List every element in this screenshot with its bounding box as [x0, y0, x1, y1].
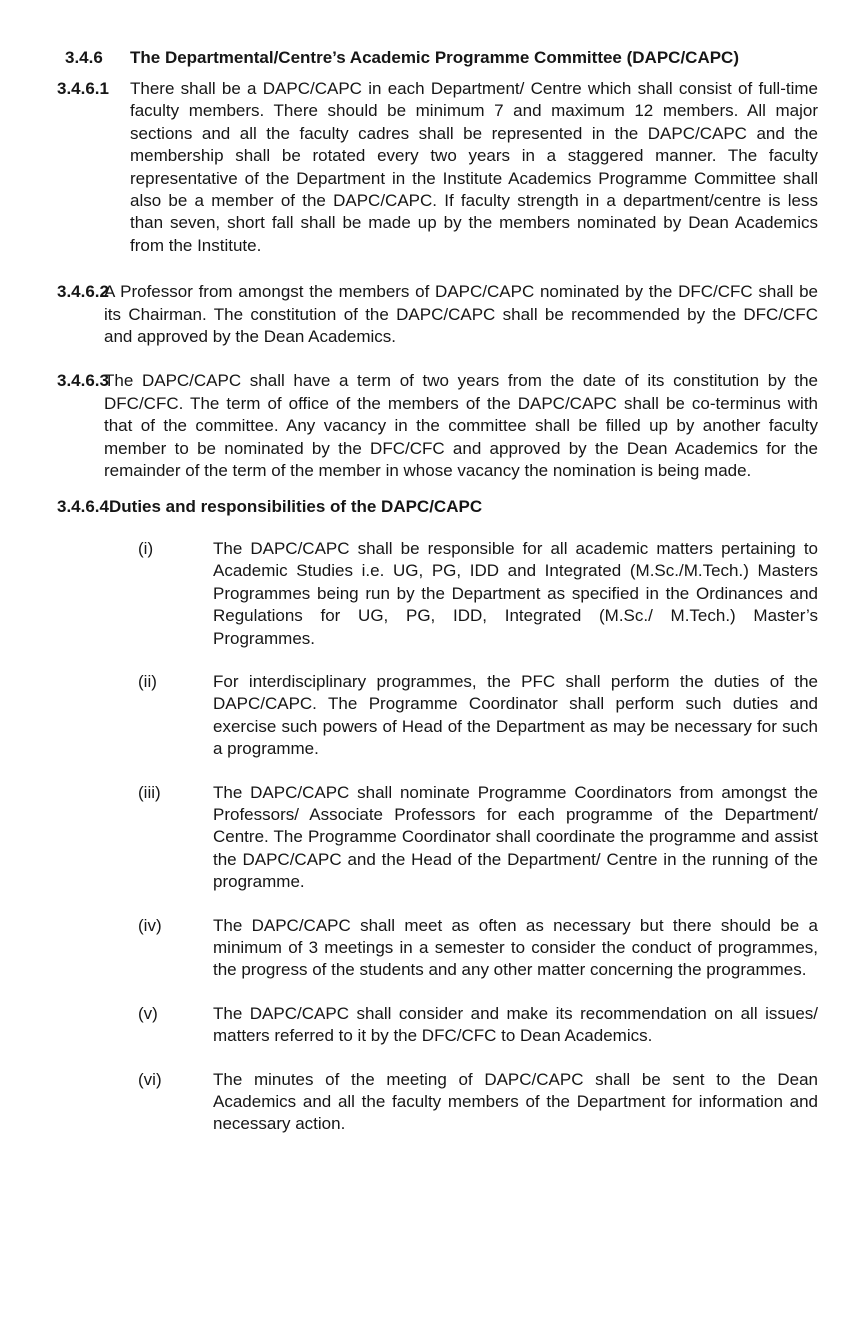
list-item-text: The DAPC/CAPC shall nominate Programme Coordinators from amongst the Professors/ Associate Professors for each programme of the Department/ Centre. The Programme Coordinator shall coordinate the programme and assist the DAPC/CAPC and the Head of the Department/ Centre in the running of the programme.: [213, 782, 818, 892]
list-item: [138, 538, 818, 650]
clause-3-4-6-1: [57, 78, 818, 257]
clause-number: 3.4.6.2: [57, 282, 109, 302]
list-item: [138, 1069, 818, 1136]
section-heading-3-4-6: [65, 44, 818, 72]
list-marker: (iii): [138, 782, 161, 802]
clause-3-4-6-2: [57, 281, 818, 348]
list-item: [138, 915, 818, 982]
list-marker: (v): [138, 1003, 158, 1023]
clause-text: There shall be a DAPC/CAPC in each Department/ Centre which shall consist of full-time faculty members. There should be minimum 7 and maximum 12 members. All major sections and all the faculty cadres shall be represented in the DAPC/CAPC and the membership shall be rotated every two years in a staggered manner. The faculty representative of the Department in the Institute Academics Programme Committee shall also be a member of the DAPC/CAPC. If faculty strength in a department/centre is less than seven, short fall shall be made up by the members nominated by Dean Academics from the Institute.: [130, 79, 818, 255]
clause-3-4-6-3: [57, 370, 818, 482]
list-marker: (ii): [138, 671, 157, 691]
list-marker: (i): [138, 538, 154, 558]
section-heading-3-4-6-4: [57, 496, 818, 518]
clause-text: A Professor from amongst the members of DAPC/CAPC nominated by the DFC/CFC shall be its Chairman. The constitution of the DAPC/CAPC shall be recommended by the DFC/CFC and approved by the Dean Academics.: [104, 282, 818, 347]
list-item-text: The DAPC/CAPC shall be responsible for all academic matters pertaining to Academic Studies i.e. UG, PG, IDD and Integrated (M.Sc./M.Tech.) Masters Programmes being run by the Department as specified in the Ordinances and Regulations for UG, PG, IDD, Integrated (M.Sc./ M.Tech.) Master’s Programmes.: [213, 538, 818, 648]
section-title: Duties and responsibilities of the DAPC/CAPC: [109, 496, 483, 516]
clause-text: The DAPC/CAPC shall have a term of two years from the date of its constitution by the DFC/CFC. The term of office of the members of the DAPC/CAPC shall be co-terminus with that of the committee. Any vacancy in the committee shall be filled up by another faculty member to be nominated by the DFC/CFC and approved by the Dean Academics for the remainder of the term of the member in whose vacancy the nomination is being made.: [104, 371, 818, 481]
list-item-text: The minutes of the meeting of DAPC/CAPC shall be sent to the Dean Academics and all the faculty members of the Department for information and necessary action.: [213, 1069, 818, 1134]
section-number: 3.4.6: [65, 48, 103, 67]
clause-number: 3.4.6.1: [57, 79, 109, 98]
list-item: [138, 1003, 818, 1048]
clause-number: 3.4.6.3: [57, 371, 109, 391]
section-number: 3.4.6.4: [57, 496, 109, 516]
list-marker: (iv): [138, 915, 162, 935]
list-item-text: For interdisciplinary programmes, the PFC shall perform the duties of the DAPC/CAPC. The Programme Coordinator shall perform such duties and exercise such powers of Head of the Department as may be necessary for such a programme.: [213, 671, 818, 759]
list-item: [138, 782, 818, 894]
section-title: The Departmental/Centre’s Academic Programme Committee (DAPC/CAPC): [130, 48, 739, 67]
duties-list: [57, 538, 818, 1136]
list-marker: (vi): [138, 1069, 162, 1089]
list-item: [138, 671, 818, 761]
list-item-text: The DAPC/CAPC shall meet as often as necessary but there should be a minimum of 3 meetings in a semester to consider the conduct of programmes, the progress of the students and any other matter concerning the programmes.: [213, 915, 818, 980]
list-item-text: The DAPC/CAPC shall consider and make its recommendation on all issues/ matters referred to it by the DFC/CFC to Dean Academics.: [213, 1003, 818, 1046]
